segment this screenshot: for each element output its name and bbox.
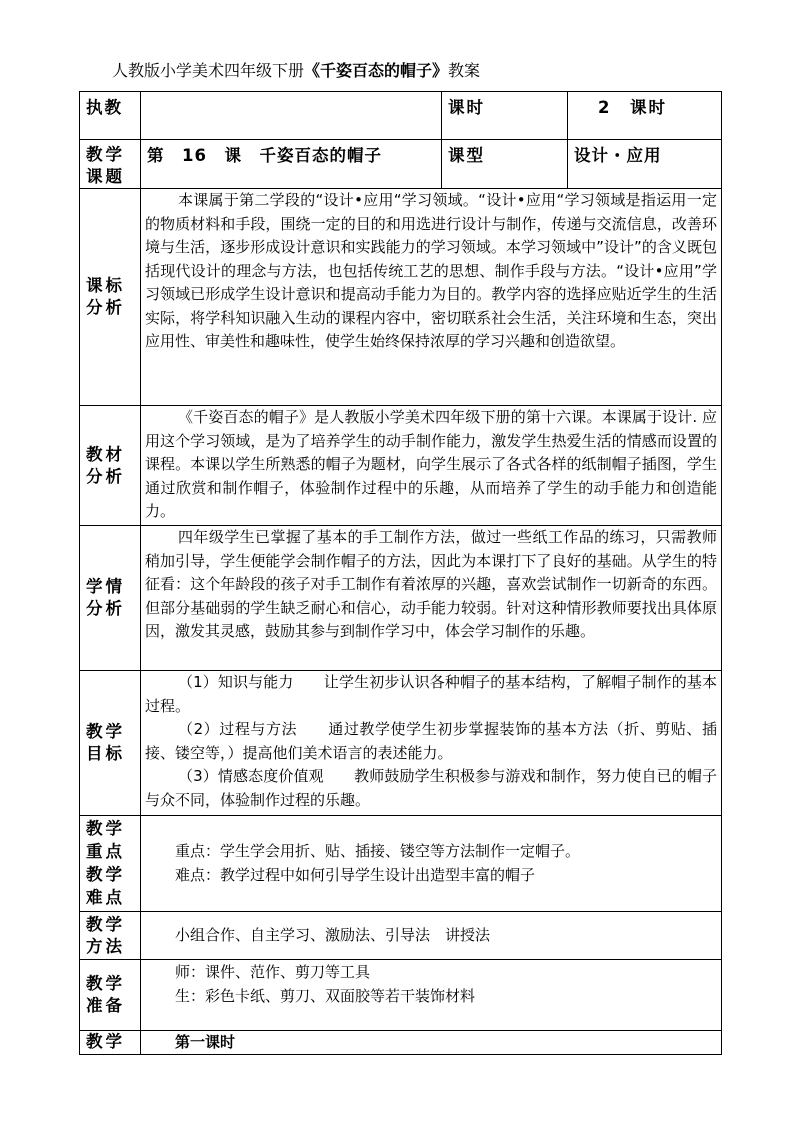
row-jiaocai: [80, 406, 722, 526]
zhunbei-student: 生：彩色卡纸、剪刀、双面胶等若干装饰材料: [175, 986, 476, 1005]
fangfa-label-line1: 教学: [86, 914, 125, 934]
kebiao-cell: [141, 189, 722, 406]
title-plain: 人教版小学美术四年级下册: [112, 61, 305, 80]
zhunbei-label: [80, 960, 141, 1031]
kebiao-label-line1: 课标: [86, 276, 125, 295]
xueqing-label-line1: 学情: [86, 577, 125, 596]
guocheng-label: 教学: [80, 1031, 141, 1055]
xueqing-label: [80, 526, 141, 671]
xueqing-cell: [141, 526, 722, 671]
row-guocheng: [80, 1031, 722, 1055]
nandian-text: 难点：教学过程中如何引导学生设计出造型丰富的帽子: [175, 865, 536, 884]
keti-label: [80, 140, 141, 189]
fangfa-text: 小组合作、自主学习、激励法、引导法 讲授法: [175, 925, 491, 944]
jiaocai-text: 《千姿百态的帽子》是人教版小学美术四年级下册的第十六课。本课属于设计. 应用这个学习领域，是为了培养学生的动手制作能力，激发学生热爱生活的情感而设置的课程。本课以学生所熟悉的帽子为题材，向学生展示了各式各样的纸制帽子插图，学生通过欣赏和制作帽子，体验制作过程中的乐趣，从而培养了学生的动手能力和创造能力。: [145, 408, 717, 520]
zhongdian-label-line2: 重点: [86, 842, 125, 861]
row-keti: [80, 140, 722, 189]
row-zhongdian: [80, 816, 722, 912]
title-bold: 《千姿百态的帽子》: [304, 61, 449, 80]
document-title: [112, 58, 480, 81]
kebiao-text: 本课属于第二学段的“设计•应用“学习领域。“设计•应用“学习领域是指运用一定的物质材料和手段，围绕一定的目的和用选进行设计与制作，传递与交流信息，改善环境与生活，逐步形成设计意识和实践能力的学习领域。本学习领域中”设计”的含义既包括现代设计的理念与方法，也包括传统工艺的思想、制作手段与方法。“设计•应用”学习领域已形成学生设计意识和提高动手能力为目的。教学内容的选择应贴近学生的生活实际，将学科知识融入生动的课程内容中，密切联系社会生活，关注环境和生态，突出应用性、审美性和趣味性，使学生始终保持浓厚的学习兴趣和创造欲望。: [145, 191, 717, 350]
jiaocai-cell: [141, 406, 722, 526]
fangfa-cell: [141, 912, 722, 960]
zhongdian-text: 重点：学生学会用折、贴、插接、镂空等方法制作一定帽子。: [175, 842, 581, 860]
keshi-value: 2 课时: [568, 92, 722, 140]
row-kebiao: [80, 189, 722, 406]
fangfa-label: [80, 912, 141, 960]
zhongdian-label-line1: 教学: [86, 819, 125, 838]
keti-label-line2: 课题: [86, 167, 125, 186]
mubiao-label: [80, 671, 141, 816]
kexing-value: 设计・应用: [568, 140, 722, 189]
kebiao-label-line2: 分析: [86, 298, 125, 317]
zhongdian-label-line4: 难点: [86, 888, 125, 907]
row-zhijiao: [80, 92, 722, 140]
title-tail: 教案: [448, 61, 481, 80]
zhunbei-cell: [141, 960, 722, 1031]
kebiao-label: [80, 189, 141, 406]
mubiao-label-line2: 目标: [86, 744, 125, 763]
zhongdian-label: [80, 816, 141, 912]
zhunbei-label-line2: 准备: [86, 996, 125, 1015]
row-zhunbei: [80, 960, 722, 1031]
row-xueqing: [80, 526, 722, 671]
keti-label-line1: 教学: [86, 145, 125, 164]
jiaocai-label: [80, 406, 141, 526]
kexing-label: 课型: [442, 140, 568, 189]
mubiao-item-2: （2）过程与方法 通过教学使学生初步掌握装饰的基本方法（折、剪贴、插接、镂空等，）提高他们美术语言的表述能力。: [145, 720, 717, 762]
keshi-label: 课时: [442, 92, 568, 140]
row-fangfa: [80, 912, 722, 960]
keti-value: 第 16 课 千姿百态的帽子: [141, 140, 442, 189]
xueqing-label-line2: 分析: [86, 599, 125, 618]
jiaocai-label-line1: 教材: [86, 444, 125, 464]
mubiao-item-1: （1）知识与能力 让学生初步认识各种帽子的基本结构，了解帽子制作的基本过程。: [145, 673, 717, 715]
row-mubiao: [80, 671, 722, 816]
zhunbei-teacher: 师：课件、范作、剪刀等工具: [175, 963, 371, 981]
xueqing-text: 四年级学生已掌握了基本的手工制作方法，做过一些纸工作品的练习，只需教师稍加引导，学生便能学会制作帽子的方法，因此为本课打下了良好的基础。从学生的特征看：这个年龄段的孩子对手工制作有着浓厚的兴趣，喜欢尝试制作一切新奇的东西。但部分基础弱的学生缺乏耐心和信心，动手能力较弱。针对这种情形教师要找出具体原因，激发其灵感，鼓励其参与到制作学习中，体会学习制作的乐趣。: [145, 528, 717, 640]
fangfa-label-line2: 方法: [86, 936, 125, 956]
zhijiao-value: [141, 92, 442, 140]
lesson-plan-table: [79, 91, 722, 1055]
mubiao-cell: [141, 671, 722, 816]
zhongdian-label-line3: 教学: [86, 865, 125, 884]
guocheng-value: 第一课时: [141, 1031, 722, 1055]
mubiao-item-3: （3）情感态度价值观 教师鼓励学生积极参与游戏和制作，努力使自已的帽子与众不同，体验制作过程的乐趣。: [145, 767, 717, 809]
zhijiao-label: 执教: [80, 92, 141, 140]
zhongdian-cell: [141, 816, 722, 912]
mubiao-label-line1: 教学: [86, 722, 125, 741]
jiaocai-label-line2: 分析: [86, 466, 125, 486]
zhunbei-label-line1: 教学: [86, 974, 125, 993]
